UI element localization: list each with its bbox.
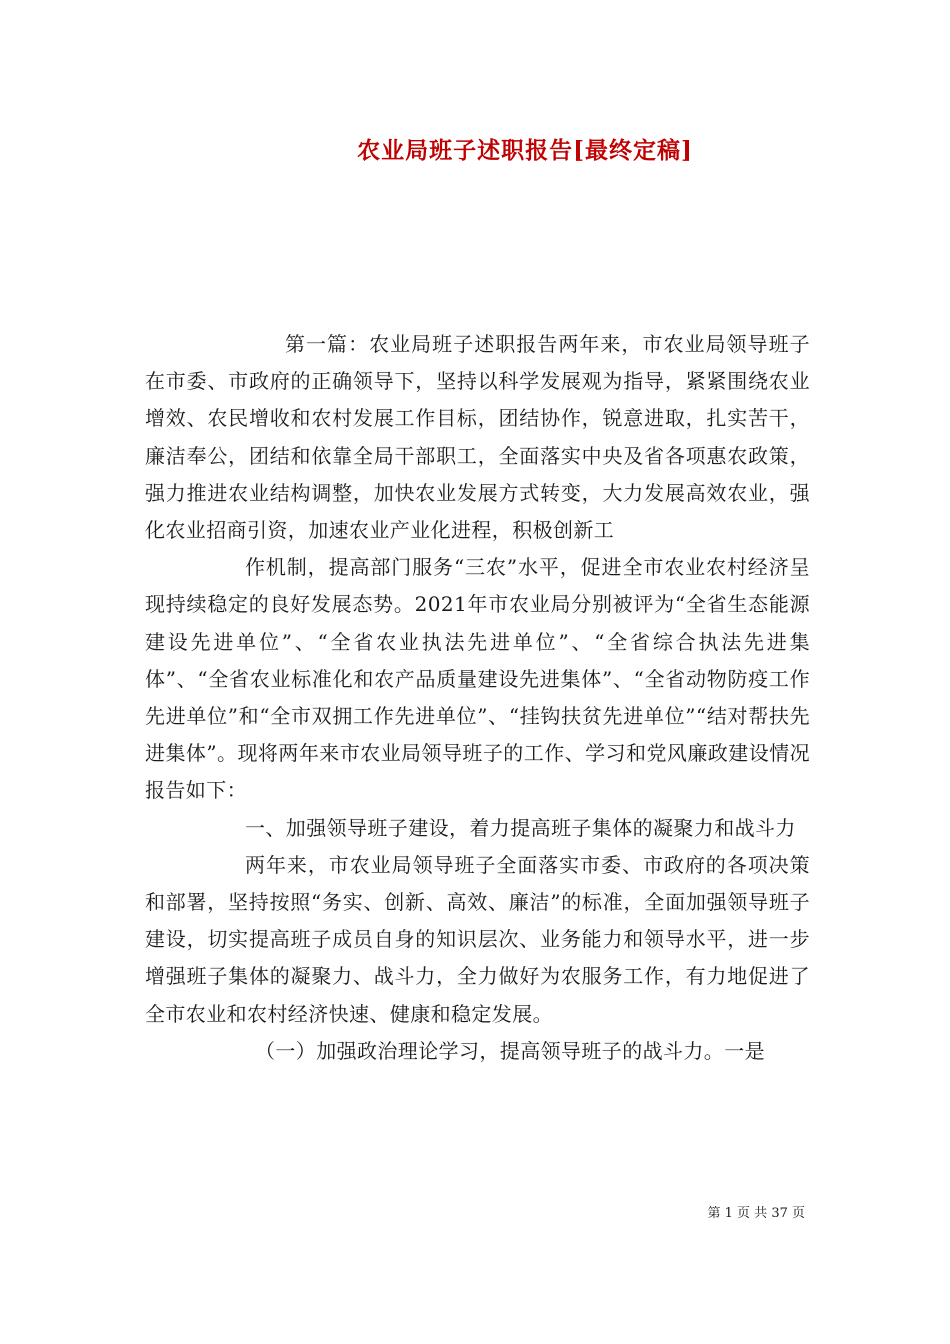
document-title: 农业局班子述职报告[最终定稿] <box>357 137 693 164</box>
document-body <box>145 326 810 1070</box>
section-heading-one: 一、加强领导班子建设，着力提高班子集体的凝聚力和战斗力 <box>245 815 796 840</box>
paragraph-team-building: 两年来，市农业局领导班子全面落实市委、市政府的各项决策和部署，坚持按照“务实、创新、高效、廉洁”的标准，全面加强领导班子建设，切实提高班子成员自身的知识层次、业务能力和领导水平，进一步增强班子集体的凝聚力、战斗力，全力做好为农服务工作，有力地促进了全市农业和农村经济快速、健康和稳定发展。 <box>145 852 810 1026</box>
paragraph-achievements: 作机制，提高部门服务“三农”水平，促进全市农业农村经济呈现持续稳定的良好发展态势。2021年市农业局分别被评为“全省生态能源建设先进单位”、“全省农业执法先进单位”、“全省综合执法先进集体”、“全省农业标准化和农产品质量建设先进集体”、“全省动物防疫工作先进单位”和“全市双拥工作先进单位”、“挂钩扶贫先进单位”“结对帮扶先进集体”。现将两年来市农业局领导班子的工作、学习和党风廉政建设情况报告如下： <box>145 555 810 803</box>
page-number: 第 1 页 共 37 页 <box>707 1206 805 1221</box>
subsection-heading-one: （一）加强政治理论学习，提高领导班子的战斗力。一是 <box>255 1038 765 1063</box>
paragraph-intro: 第一篇：农业局班子述职报告两年来，市农业局领导班子在市委、市政府的正确领导下，坚持以科学发展观为指导，紧紧围绕农业增效、农民增收和农村发展工作目标，团结协作，锐意进取，扎实苦干，廉洁奉公，团结和依靠全局干部职工，全面落实中央及省各项惠农政策，强力推进农业结构调整，加快农业发展方式转变，大力发展高效农业，强化农业招商引资，加速农业产业化进程，积极创新工 <box>145 332 810 543</box>
